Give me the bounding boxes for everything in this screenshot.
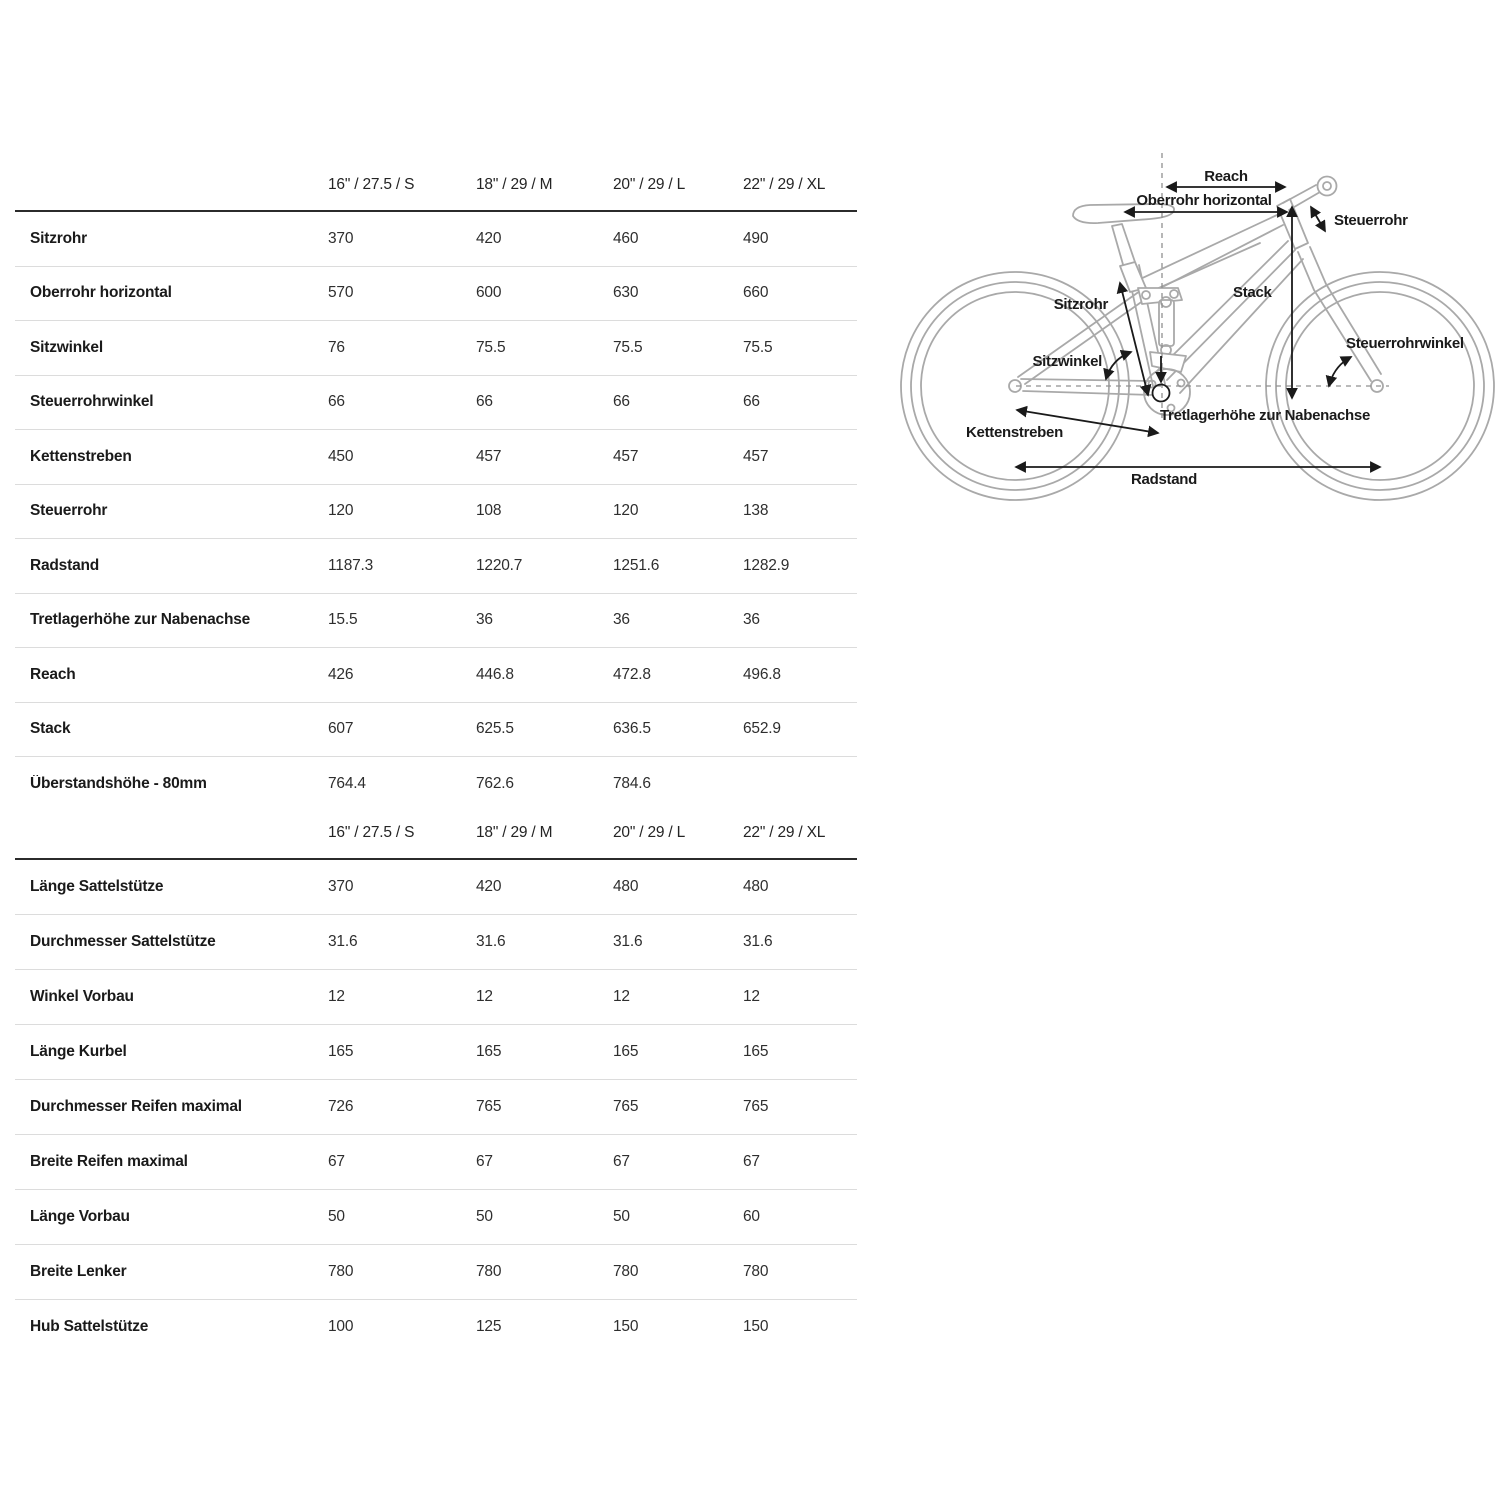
table-row [15, 538, 857, 593]
spec-value: 780 [328, 1263, 354, 1280]
table-row [15, 1299, 857, 1354]
size-column-header: 16" / 27.5 / S [328, 176, 415, 193]
spec-row-label: Länge Sattelstütze [30, 878, 164, 895]
spec-value: 636.5 [613, 720, 651, 738]
oberrohr-label: Oberrohr horizontal [1136, 192, 1272, 209]
reach-label: Reach [1204, 168, 1248, 185]
spec-value: 630 [613, 284, 639, 302]
spec-row-label: Winkel Vorbau [30, 988, 134, 1005]
spec-value: 765 [613, 1098, 639, 1115]
spec-value: 12 [328, 988, 345, 1005]
spec-row-label: Radstand [30, 556, 100, 574]
spec-value: 165 [613, 1043, 639, 1060]
spec-value: 100 [328, 1318, 354, 1335]
table-row [15, 593, 857, 648]
spec-value: 31.6 [476, 933, 506, 950]
kettenstreben-label: Kettenstreben [966, 424, 1063, 441]
stack-label: Stack [1233, 284, 1272, 301]
spec-row-label: Breite Reifen maximal [30, 1153, 188, 1170]
spec-value: 75.5 [613, 338, 643, 356]
spec-value: 31.6 [328, 933, 358, 950]
spec-value: 780 [743, 1263, 769, 1280]
table-row [15, 860, 857, 914]
spec-value: 50 [328, 1208, 345, 1225]
table-row [15, 1079, 857, 1134]
table-row [15, 429, 857, 484]
table-row [15, 320, 857, 375]
size-column-header: 18" / 29 / M [476, 824, 553, 841]
spec-value: 12 [743, 988, 760, 1005]
spec-value: 570 [328, 284, 354, 302]
radstand-label: Radstand [1131, 471, 1197, 488]
spec-row-label: Steuerrohr [30, 502, 108, 520]
table-row [15, 1244, 857, 1299]
spec-value: 50 [613, 1208, 630, 1225]
spec-row-label: Durchmesser Sattelstütze [30, 933, 216, 950]
spec-value: 420 [476, 878, 502, 895]
spec-row-label: Sitzwinkel [30, 338, 103, 356]
sitzrohr-label: Sitzrohr [1053, 296, 1108, 313]
spec-value: 600 [476, 284, 502, 302]
spec-value: 660 [743, 284, 769, 302]
size-column-header: 18" / 29 / M [476, 176, 553, 193]
spec-value: 764.4 [328, 774, 366, 792]
table-row [15, 702, 857, 757]
spec-value: 460 [613, 229, 639, 247]
spec-value: 67 [328, 1153, 345, 1170]
spec-row-label: Durchmesser Reifen maximal [30, 1098, 242, 1115]
spec-value: 31.6 [613, 933, 643, 950]
size-column-header: 16" / 27.5 / S [328, 824, 415, 841]
spec-row-label: Sitzrohr [30, 229, 87, 247]
spec-value: 480 [613, 878, 639, 895]
spec-value: 76 [328, 338, 345, 356]
spec-value: 165 [476, 1043, 502, 1060]
spec-value: 36 [613, 611, 630, 629]
size-column-header: 20" / 29 / L [613, 824, 686, 841]
shock-linkage [1138, 288, 1186, 372]
spec-value: 450 [328, 447, 354, 465]
spec-value: 50 [476, 1208, 493, 1225]
spec-value: 1282.9 [743, 556, 790, 574]
spec-value: 120 [328, 502, 354, 520]
spec-row-label: Hub Sattelstütze [30, 1318, 149, 1335]
bike-geometry-diagram [895, 150, 1500, 510]
spec-value: 75.5 [743, 338, 773, 356]
steuerrohrwinkel-arc [1329, 357, 1351, 386]
spec-value: 607 [328, 720, 354, 738]
table-body [15, 212, 857, 811]
spec-row-label: Überstandshöhe - 80mm [30, 774, 207, 792]
spec-value: 370 [328, 878, 354, 895]
table-row [15, 969, 857, 1024]
spec-value: 765 [743, 1098, 769, 1115]
table-row [15, 1024, 857, 1079]
steuerrohr-label: Steuerrohr [1334, 212, 1408, 229]
spec-value: 165 [328, 1043, 354, 1060]
spec-value: 780 [613, 1263, 639, 1280]
spec-value: 67 [476, 1153, 493, 1170]
table-row [15, 212, 857, 266]
spec-value: 784.6 [613, 774, 651, 792]
spec-value: 426 [328, 665, 354, 683]
table-row [15, 266, 857, 321]
spec-value: 150 [613, 1318, 639, 1335]
spec-value: 490 [743, 229, 769, 247]
table-body [15, 860, 857, 1354]
spec-value: 31.6 [743, 933, 773, 950]
spec-value: 12 [476, 988, 493, 1005]
spec-value: 1187.3 [328, 556, 374, 574]
size-column-header: 22" / 29 / XL [743, 176, 826, 193]
spec-value: 420 [476, 229, 502, 247]
spec-value: 66 [328, 393, 345, 411]
table-row [15, 914, 857, 969]
size-column-header: 20" / 29 / L [613, 176, 686, 193]
component-spec-table [15, 808, 857, 1354]
size-header-row [15, 808, 857, 860]
sitzwinkel-label: Sitzwinkel [1032, 353, 1102, 370]
table-row [15, 375, 857, 430]
spec-value: 165 [743, 1043, 769, 1060]
steuerrohrwinkel-label: Steuerrohrwinkel [1346, 335, 1464, 352]
size-column-header: 22" / 29 / XL [743, 824, 826, 841]
spec-value: 780 [476, 1263, 502, 1280]
spec-value: 60 [743, 1208, 760, 1225]
spec-value: 108 [476, 502, 502, 520]
spec-value: 446.8 [476, 665, 514, 683]
spec-value: 762.6 [476, 774, 514, 792]
spec-row-label: Oberrohr horizontal [30, 284, 172, 302]
spec-value: 472.8 [613, 665, 651, 683]
spec-value: 75.5 [476, 338, 506, 356]
spec-row-label: Steuerrohrwinkel [30, 393, 154, 411]
spec-value: 726 [328, 1098, 354, 1115]
spec-row-label: Breite Lenker [30, 1263, 127, 1280]
spec-value: 1251.6 [613, 556, 660, 574]
spec-value: 496.8 [743, 665, 781, 683]
spec-value: 150 [743, 1318, 769, 1335]
spec-row-label: Länge Kurbel [30, 1043, 127, 1060]
spec-value: 120 [613, 502, 639, 520]
saddle-seatpost [1073, 204, 1174, 292]
spec-value: 1220.7 [476, 556, 523, 574]
spec-value: 625.5 [476, 720, 514, 738]
spec-value: 67 [613, 1153, 630, 1170]
table-row [15, 484, 857, 539]
table-row [15, 756, 857, 811]
spec-value: 457 [613, 447, 639, 465]
spec-value: 765 [476, 1098, 502, 1115]
table-row [15, 1189, 857, 1244]
table-row [15, 1134, 857, 1189]
spec-row-label: Tretlagerhöhe zur Nabenachse [30, 611, 251, 629]
steuerrohr-arrow [1311, 207, 1325, 231]
spec-value: 12 [613, 988, 630, 1005]
table-row [15, 647, 857, 702]
frame-geometry-table [15, 160, 857, 811]
tretlagerhoehe-label: Tretlagerhöhe zur Nabenachse [1160, 407, 1371, 424]
spec-row-label: Stack [30, 720, 71, 738]
spec-value: 36 [743, 611, 760, 629]
spec-value: 15.5 [328, 611, 358, 629]
spec-value: 125 [476, 1318, 502, 1335]
spec-value: 66 [613, 393, 630, 411]
spec-row-label: Länge Vorbau [30, 1208, 130, 1225]
spec-value: 36 [476, 611, 493, 629]
spec-value: 66 [476, 393, 493, 411]
spec-value: 370 [328, 229, 354, 247]
spec-row-label: Kettenstreben [30, 447, 132, 465]
bottom-bracket-datum-circle [1153, 385, 1170, 402]
spec-value: 66 [743, 393, 760, 411]
spec-value: 138 [743, 502, 769, 520]
spec-value: 67 [743, 1153, 760, 1170]
spec-value: 480 [743, 878, 769, 895]
spec-row-label: Reach [30, 665, 76, 683]
spec-value: 457 [476, 447, 502, 465]
spec-value: 457 [743, 447, 769, 465]
size-header-row [15, 160, 857, 212]
spec-value: 652.9 [743, 720, 781, 738]
